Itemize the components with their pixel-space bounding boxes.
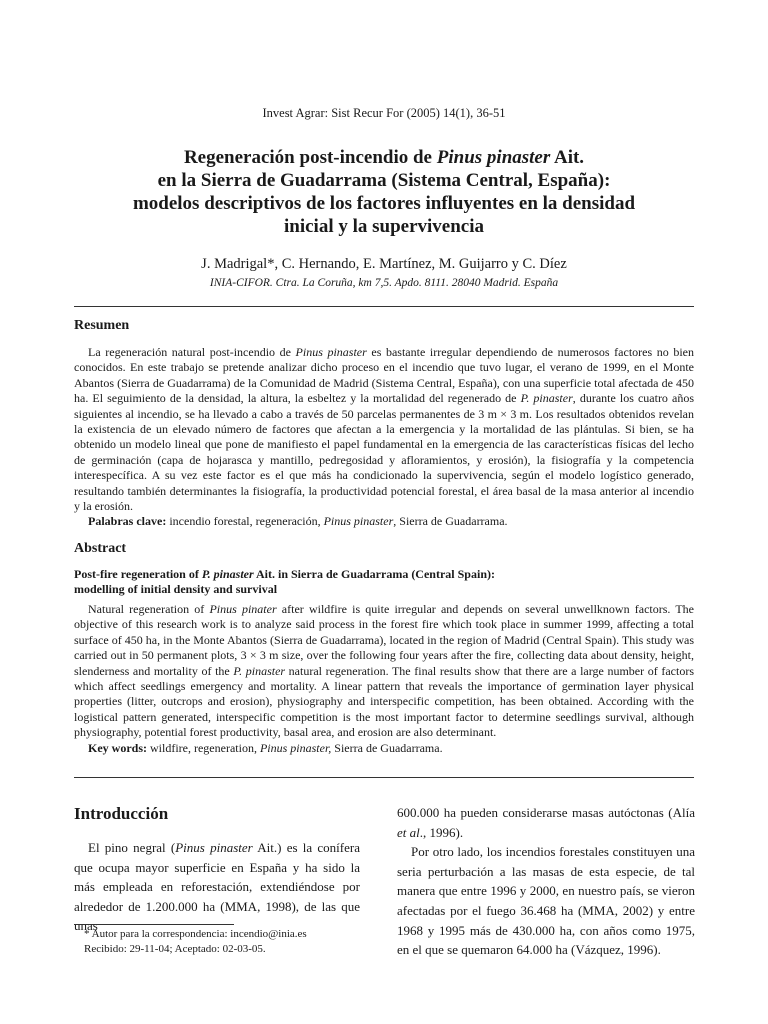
authors: J. Madrigal*, C. Hernando, E. Martínez, M. Guijarro y C. Díez [201, 256, 567, 272]
divider [74, 777, 694, 778]
title-line: modelos descriptivos de los factores influyentes en la densidad [132, 193, 636, 214]
title-line: en la Sierra de Guadarrama (Sistema Central, España): [157, 170, 611, 191]
intro-paragraph: Por otro lado, los incendios forestales constituyen una seria perturbación a las masas de esta especie, de tal manera que entre 1996 y 2000, en nuestro país, se vieron afectadas por el fuego 36.468 ha (MMA, 2002) y entre 1968 y 1995 más de 430.000 ha, con años como 1975, en el que se quemaron 64.000 ha (Vázquez, 1996). [397, 844, 695, 958]
received-date: Recibido: 29-11-04; Aceptado: 02-03-05. [84, 943, 266, 955]
journal-citation: Invest Agrar: Sist Recur For (2005) 14(1), 36-51 [262, 106, 506, 120]
resumen-body [74, 345, 694, 530]
title-line: inicial y la supervivencia [283, 216, 485, 237]
intro-heading: Introducción [74, 804, 169, 823]
title-text: Ait. [550, 147, 585, 168]
intro-paragraph: 600.000 ha pueden considerarse masas autóctonas (Alía et al., 1996). [397, 805, 695, 840]
abstract-heading: Abstract [74, 541, 127, 556]
intro-paragraph: El pino negral (Pinus pinaster Ait.) es la conífera que ocupa mayor superficie en España y ha sido la más empleada en reforestación, extendiéndose por alrededor de 1.200.000 ha (MMA, 1998), de las que unas [74, 840, 360, 934]
affiliation: INIA-CIFOR. Ctra. La Coruña, km 7,5. Apdo. 8111. 28040 Madrid. España [209, 277, 559, 289]
resumen-paragraph: La regeneración natural post-incendio de Pinus pinaster es bastante irregular dependiendo de numerosos factores no bien conocidos. En este trabajo se pretende analizar dicho proceso en el incendio que tuvo lugar, el verano de 1999, en el Monte Abantos (Sierra de Guadarrama) de la Comunidad de Madrid (Sistema Central, España), con una superficie total afectada de 450 ha. El seguimiento de la densidad, la altura, la esbeltez y la mortalidad del regenerado de P. pinaster, durante los cuatro años siguientes al incendio, se ha llevado a cabo a través de 50 parcelas permanentes de 3 m × 3 m. Los resultados obtenidos revelan la existencia de un elevado número de factores que afectan a la emergencia y la mortalidad de las plántulas. Si bien, se ha obtenido un modelo lineal que pone de manifiesto el papel fundamental en la emergencia de las características físicas del lecho de germinación (capa de hojarasca y mantillo, pedregosidad y afloramientos, y erosión), la fisiografía y la competencia interespecífica. A su vez este factor es el que más ha condicionado la supervivencia, según el modelo logístico generado, resultando también determinantes la fisiografía, la productividad potencial forestal, el área basal de la masa anterior al incendio y la erosión. [74, 345, 695, 514]
right-column [397, 803, 695, 960]
abstract-body [74, 602, 694, 756]
abstract-paragraph: Natural regeneration of Pinus pinater after wildfire is quite irregular and depends on several unwellknown factors. The objective of this research work is to analyze said process in the forest fire which took place in summer 1999, affecting a total surface of 450 ha, in the Monte Abantos (Sierra de Guadarrama), located in the region of Madrid (Central Spain). This study was carried out in 50 permanent plots, 3 × 3 m size, over the following four years after the fire, collecting data about density, height, slenderness and mortality of the P. pinaster natural regeneration. The final results show that there are a large number of factors which affect seedlings emergency and mortality. A linear pattern that reveals the importance of germination layer physical properties (litter, outcrops and erosion), physiography and interspecific competition, has been obtained. According with the logistical pattern generated, interspecific competition is the most important factor to determine seedlings survival, although physiography, potential forest productivity, basal area, and erosion are also determinant. [74, 602, 695, 740]
footnote [74, 927, 364, 957]
abstract-keywords: Key words: wildfire, regeneration, Pinus pinaster, Sierra de Guadarrama. [88, 740, 443, 755]
title-species: Pinus pinaster [436, 147, 551, 168]
title-text: Regeneración post-incendio de [183, 147, 437, 168]
divider [74, 306, 694, 307]
article-title [60, 146, 708, 238]
footnote-rule [74, 924, 234, 925]
resumen-heading: Resumen [74, 318, 130, 333]
abstract-subtitle: Post-fire regeneration of P. pinaster Ait. in Sierra de Guadarrama (Central Spain): modelling of initial density and survival [74, 567, 495, 597]
left-column [74, 804, 360, 936]
correspondence-note: * Autor para la correspondencia: incendio@inia.es [84, 928, 307, 940]
resumen-keywords: Palabras clave: incendio forestal, regeneración, Pinus pinaster, Sierra de Guadarrama. [88, 514, 508, 529]
